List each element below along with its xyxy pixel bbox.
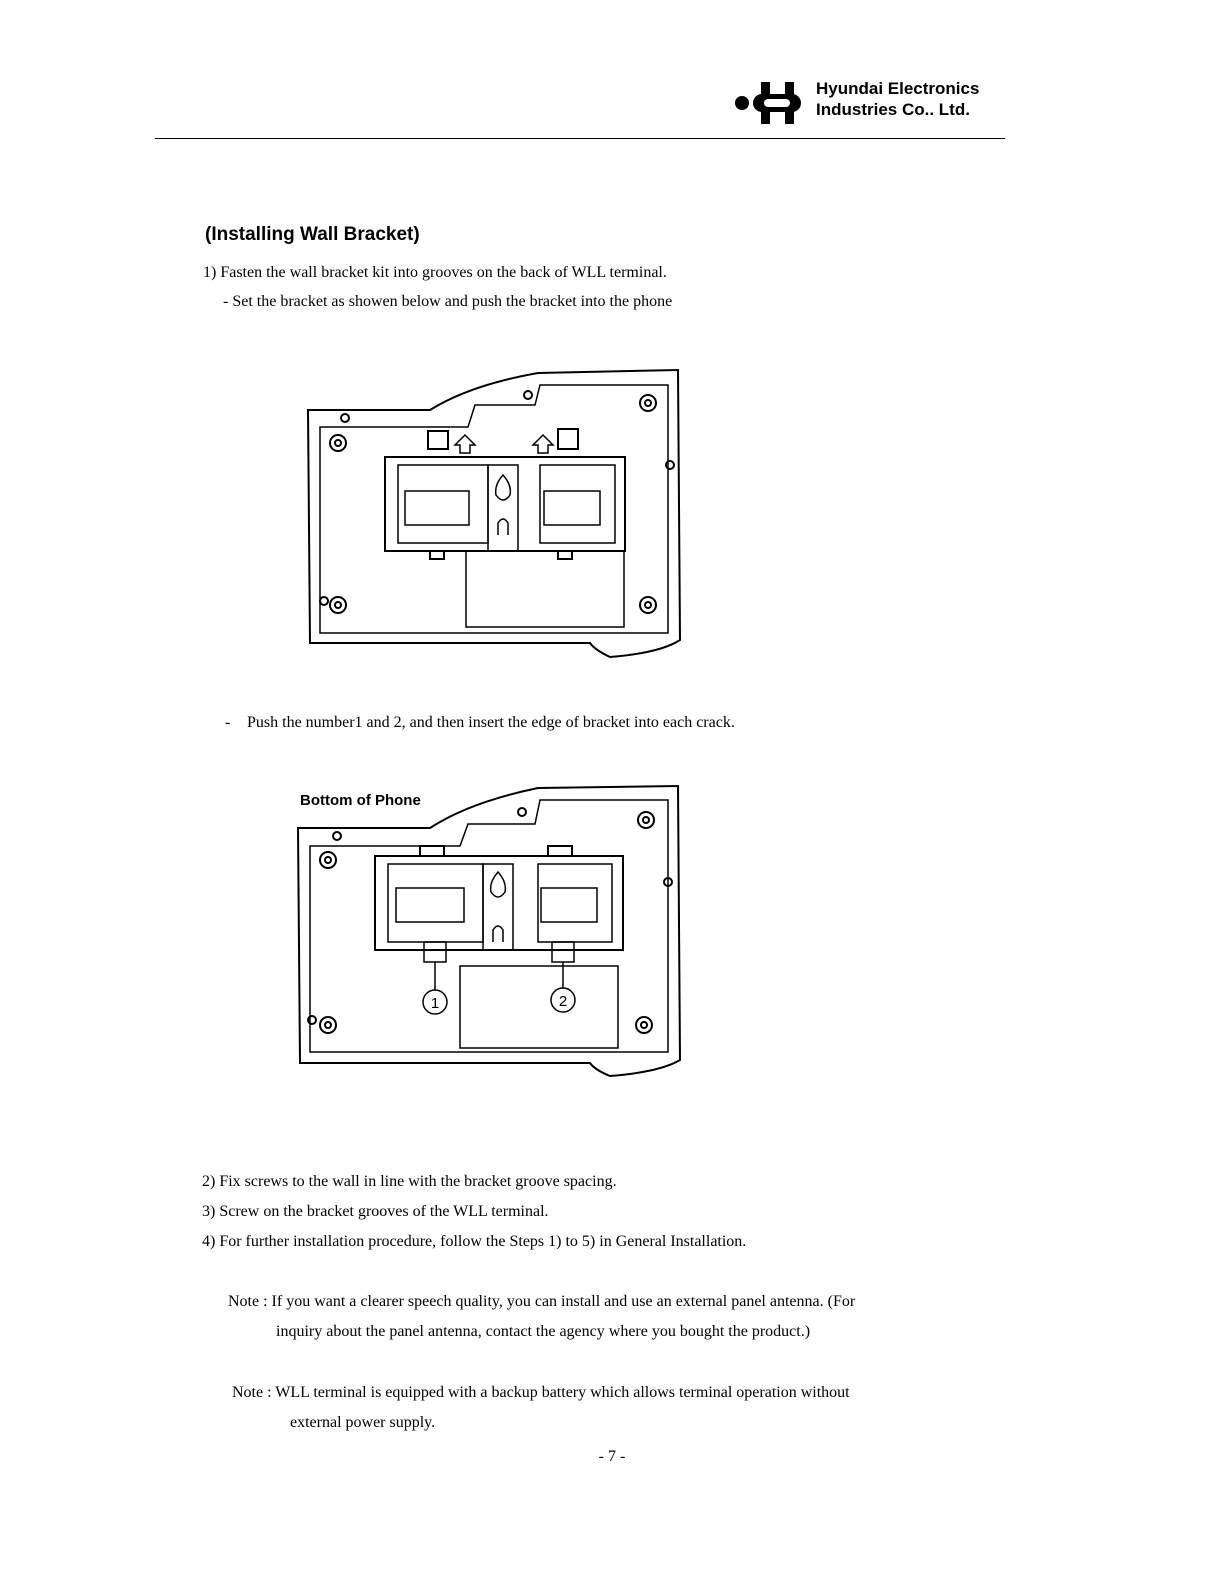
company-name-line1: Hyundai Electronics [816,79,980,98]
note-2-line-1: Note : WLL terminal is equipped with a backup battery which allows terminal operation without [232,1384,850,1401]
push-instruction: Push the number1 and 2, and then insert the edge of bracket into each crack. [247,714,735,731]
bracket-diagram-2 [290,780,690,1080]
section-title: (Installing Wall Bracket) [205,224,420,245]
note-1-line-1: Note : If you want a clearer speech quality, you can install and use an external panel antenna. (For [228,1293,856,1310]
bracket-diagram-1 [300,365,690,665]
callout-1-label: 1 [430,995,440,1012]
header-divider [155,138,1005,139]
step-1: 1) Fasten the wall bracket kit into grooves on the back of WLL terminal. [203,264,667,281]
callout-2-label: 2 [558,993,568,1010]
push-instruction-dash: - [225,714,231,731]
step-4: 4) For further installation procedure, follow the Steps 1) to 5) in General Installation. [202,1233,747,1250]
step-3: 3) Screw on the bracket grooves of the WLL terminal. [202,1203,549,1220]
bottom-of-phone-label: Bottom of Phone [300,792,421,809]
note-2-line-2: external power supply. [290,1414,436,1431]
hyundai-logo-icon [733,80,803,126]
company-name-line2: Industries Co.. Ltd. [816,100,970,119]
note-1-line-2: inquiry about the panel antenna, contact the agency where you bought the product.) [276,1323,811,1340]
step-2: 2) Fix screws to the wall in line with the bracket groove spacing. [202,1173,617,1190]
company-name [816,78,979,120]
page-number: - 7 - [598,1448,626,1465]
step-1-sub: - Set the bracket as showen below and push the bracket into the phone [223,293,673,310]
